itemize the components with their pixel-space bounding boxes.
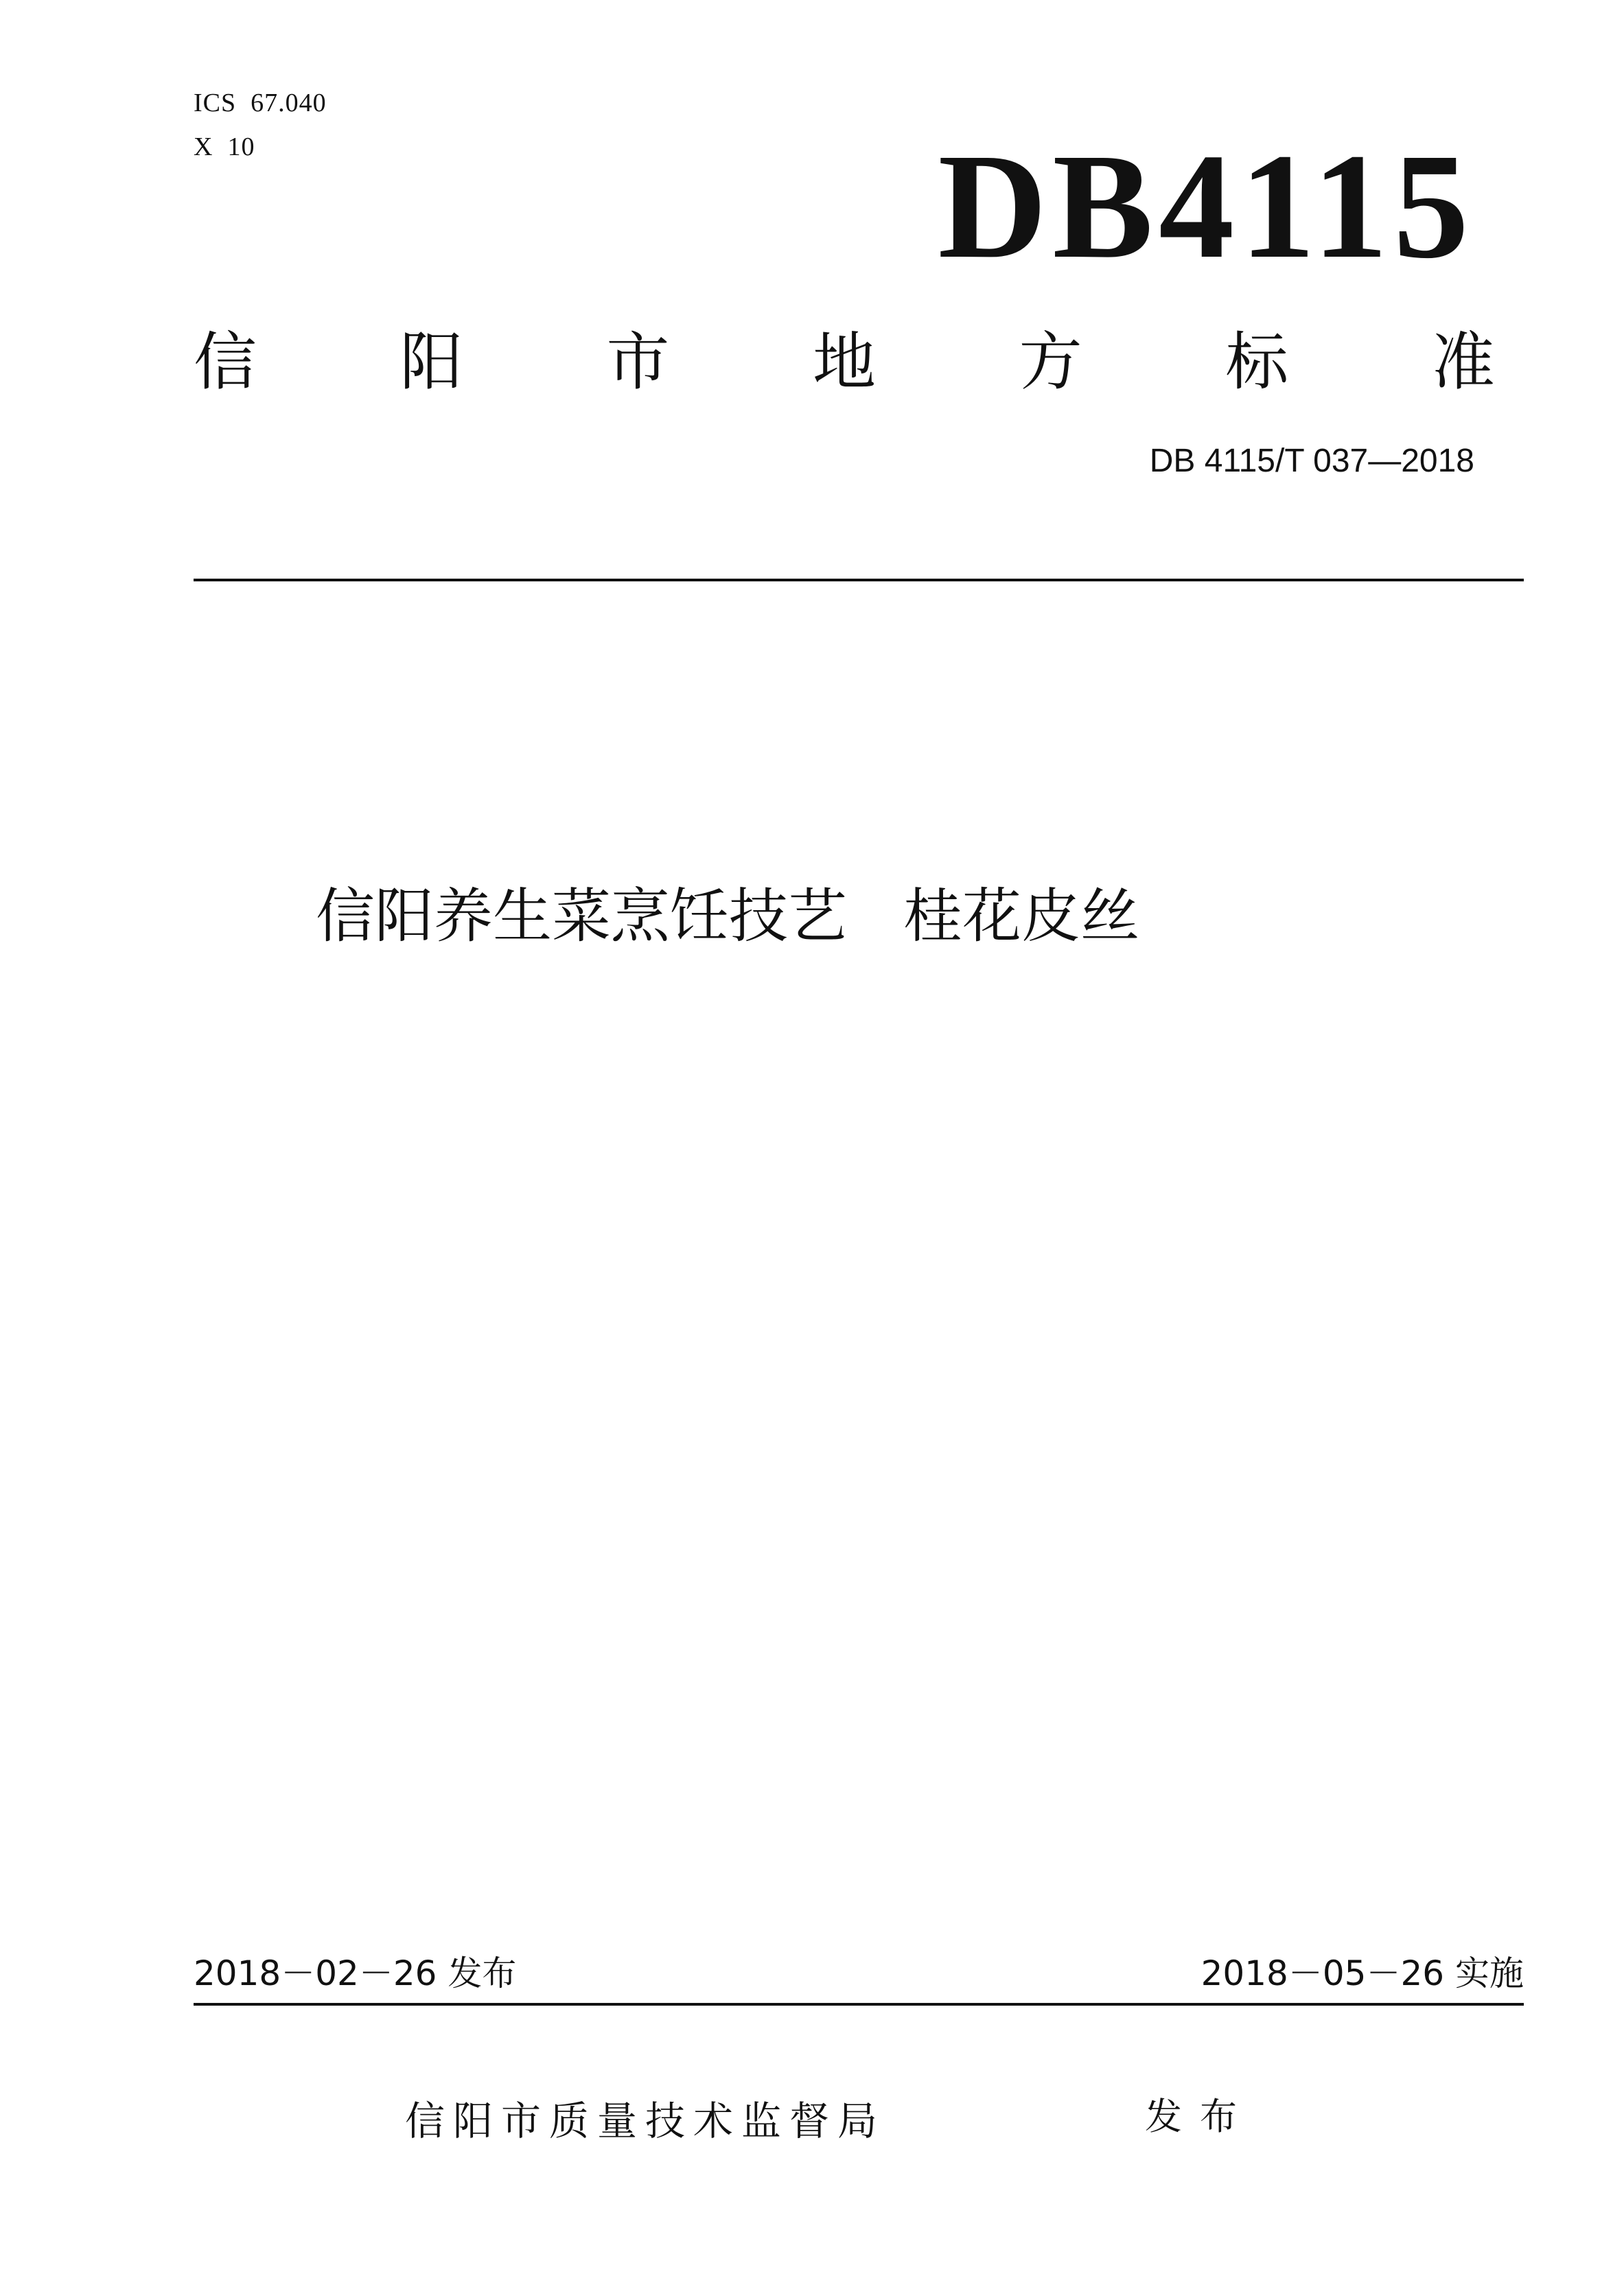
publish-label: 发布 bbox=[1145, 2095, 1255, 2138]
bottom-divider bbox=[194, 2003, 1524, 2006]
issuing-authority: 信阳市质量技术监督局 bbox=[405, 2098, 886, 2144]
standard-type-heading bbox=[194, 312, 1495, 402]
standard-number: DB 4115/T 037—2018 bbox=[1149, 443, 1474, 479]
implementation-date: 2018－05－26 实施 bbox=[1200, 1953, 1524, 1993]
standard-type-char: 方 bbox=[1019, 325, 1082, 399]
standard-type-char: 市 bbox=[606, 325, 670, 399]
class-code: X 10 bbox=[194, 132, 255, 161]
standard-type-char: 标 bbox=[1225, 325, 1289, 399]
date-row bbox=[194, 1946, 1524, 2001]
standard-type-char: 信 bbox=[194, 325, 257, 399]
standard-type-char: 准 bbox=[1431, 325, 1495, 399]
top-divider bbox=[194, 579, 1524, 581]
standard-type-char: 地 bbox=[812, 325, 876, 399]
db-code-mark: DB4115 bbox=[938, 122, 1474, 290]
standard-type-char: 阳 bbox=[399, 325, 463, 399]
issue-date: 2018－02－26 发布 bbox=[194, 1953, 517, 1993]
document-title: 信阳养生菜烹饪技艺 桂花皮丝 bbox=[316, 882, 1140, 951]
classification-codes bbox=[194, 81, 327, 169]
ics-code: ICS 67.040 bbox=[194, 89, 327, 117]
